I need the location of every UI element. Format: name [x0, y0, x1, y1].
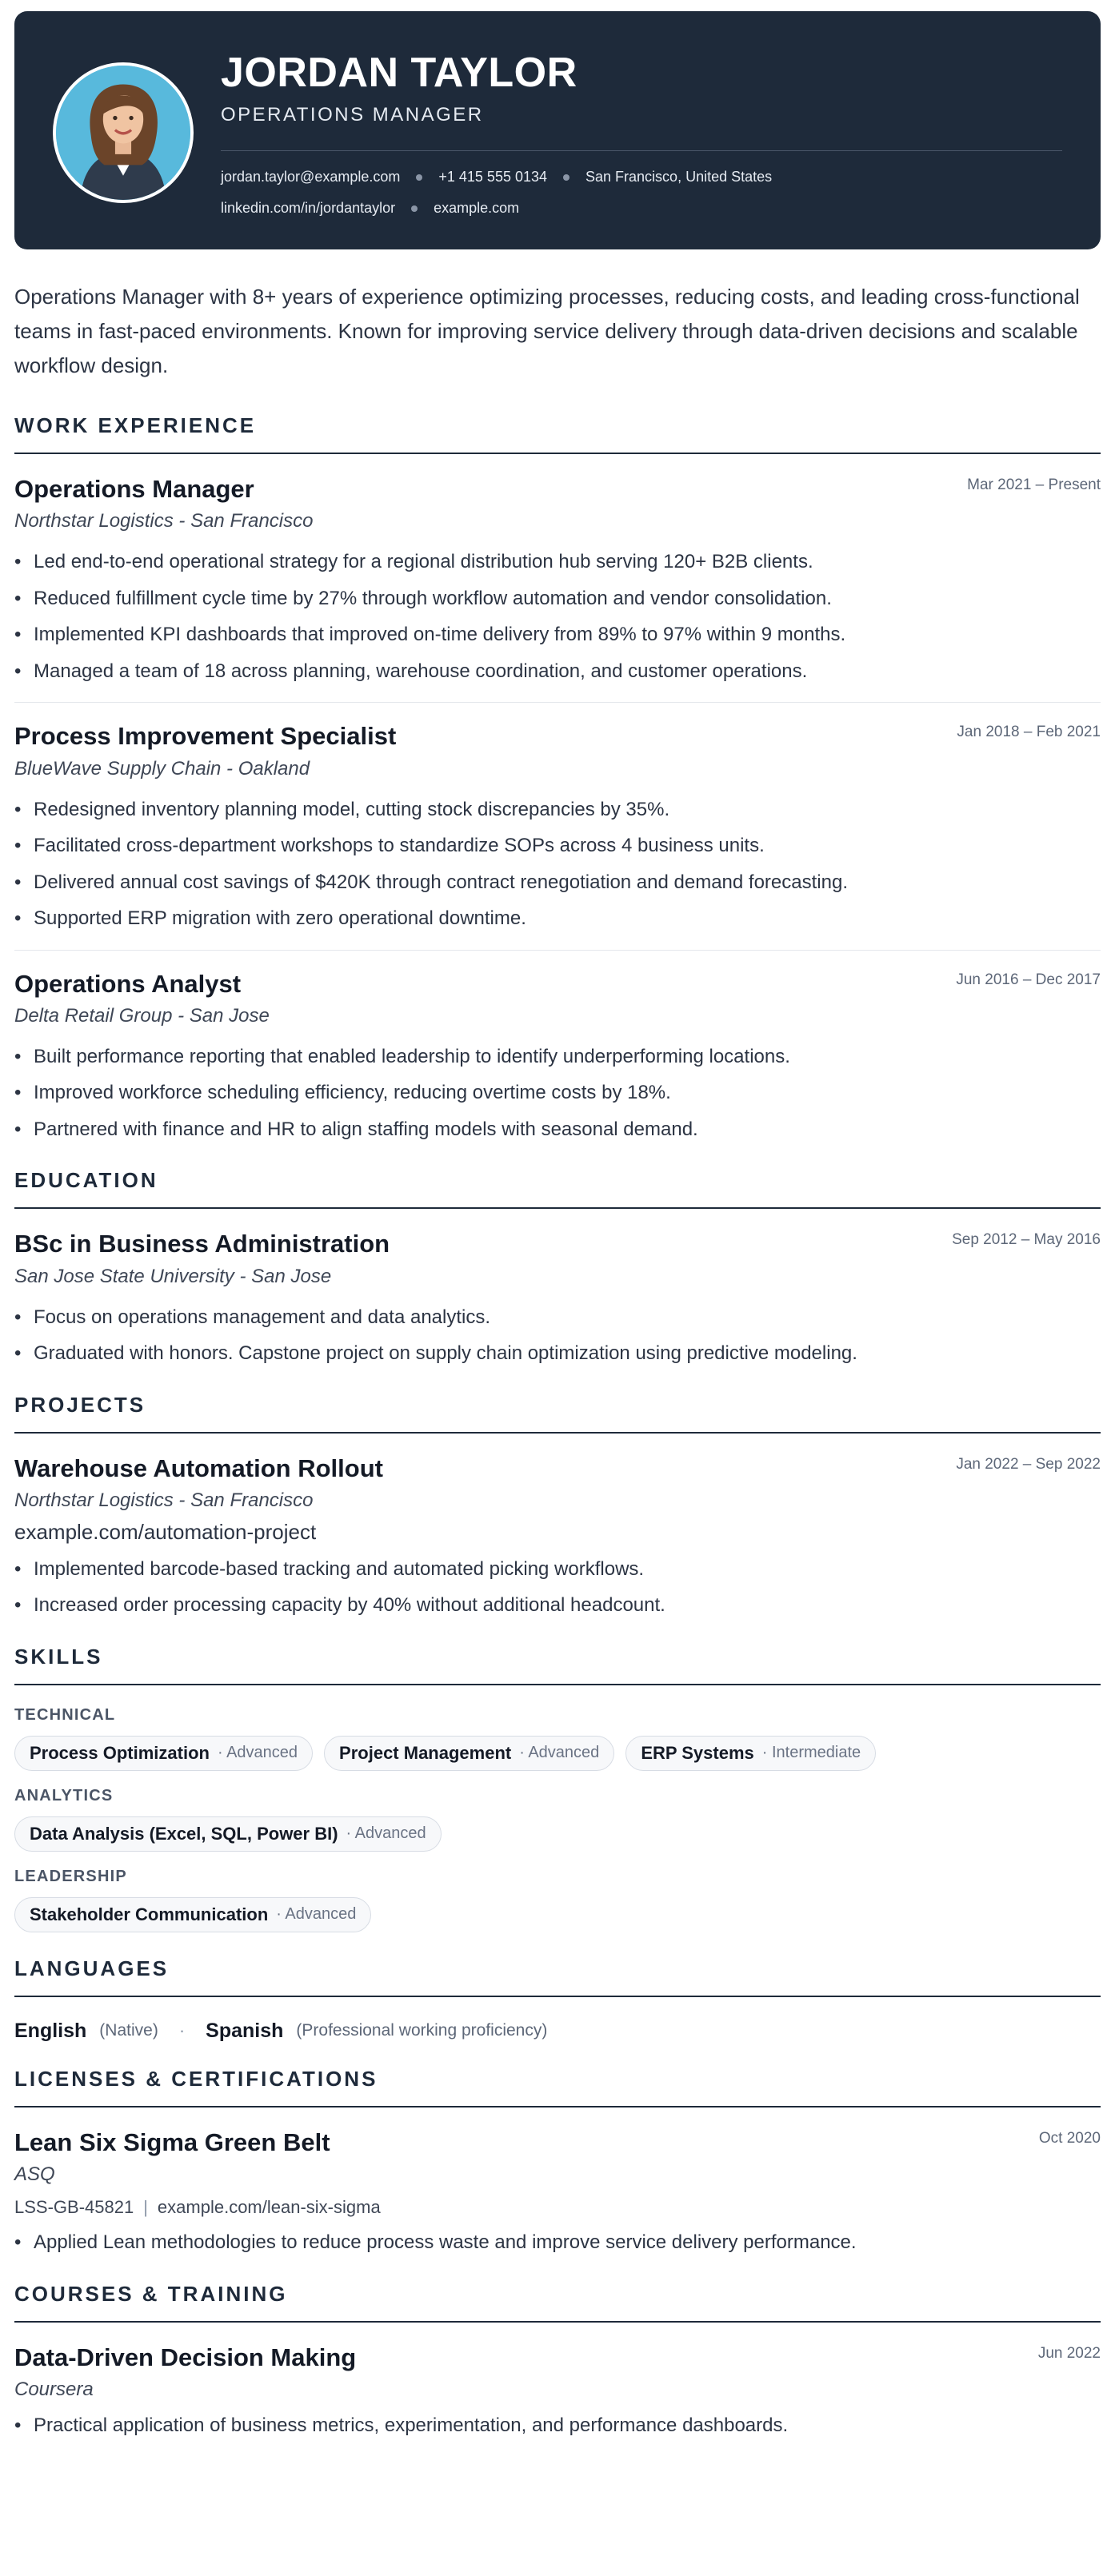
professional-summary: Operations Manager with 8+ years of experience optimizing processes, reducing costs, and leading cross-functional teams in fast-paced environments. Known for improving service delivery through data-driven decisions and scalable workflow design.: [14, 285, 1080, 377]
language-list: [14, 2020, 1101, 2043]
section-title-courses: COURSES & TRAINING: [14, 2282, 1101, 2323]
credential-id: LSS-GB-45821: [14, 2197, 134, 2218]
list-item: • Delivered annual cost savings of $420K through contract renegotiation and demand forecasting.: [14, 864, 1101, 901]
job-title: Operations Manager: [14, 475, 254, 503]
job-title: Process Improvement Specialist: [14, 722, 397, 751]
profile-photo: [53, 62, 194, 203]
separator-dot: [563, 174, 569, 181]
candidate-role: OPERATIONS MANAGER: [221, 104, 484, 126]
job-date: Jun 2016 – Dec 2017: [956, 971, 1101, 988]
section-title-projects: PROJECTS: [14, 1393, 1101, 1434]
project-link[interactable]: example.com/automation-project: [14, 1519, 317, 1544]
skill-name: Project Management: [339, 1742, 512, 1763]
job-bullets: [14, 1039, 1101, 1148]
course-bullets: [14, 2407, 1101, 2444]
certification-issuer: ASQ: [14, 2163, 55, 2186]
language-level: (Professional working proficiency): [296, 2021, 548, 2040]
language-level: (Native): [99, 2021, 158, 2040]
language-name: Spanish: [206, 2019, 284, 2042]
skill-pill: [14, 1897, 371, 1932]
skill-category: TECHNICAL: [14, 1705, 116, 1724]
skill-level: · Advanced: [276, 1905, 357, 1924]
skill-name: ERP Systems: [641, 1742, 754, 1763]
website-link[interactable]: example.com: [434, 200, 520, 217]
education-date: Sep 2012 – May 2016: [952, 1231, 1101, 1249]
list-item: • Managed a team of 18 across planning, warehouse coordination, and customer operations.: [14, 653, 1101, 690]
education-entry: [14, 1228, 1101, 1371]
job-bullets: [14, 544, 1101, 689]
email-link[interactable]: jordan.taylor@example.com: [221, 169, 401, 185]
school-name: San Jose State University - San Jose: [14, 1265, 332, 1287]
certification-title: Lean Six Sigma Green Belt: [14, 2127, 330, 2156]
list-item: • Reduced fulfillment cycle time by 27% through workflow automation and vendor consolidation.: [14, 580, 1101, 617]
project-entry: [14, 1453, 1101, 1624]
entry-divider: [14, 950, 1101, 951]
skill-level: · Advanced: [346, 1824, 426, 1843]
skill-level: · Advanced: [217, 1744, 298, 1762]
education-bullets: [14, 1299, 1101, 1372]
job-company: BlueWave Supply Chain - Oakland: [14, 757, 310, 780]
section-title-certifications: LICENSES & CERTIFICATIONS: [14, 2067, 1101, 2107]
course-entry: [14, 2342, 1101, 2444]
header-divider: [221, 150, 1062, 151]
job-date: Mar 2021 – Present: [967, 477, 1101, 493]
list-item: • Applied Lean methodologies to reduce process waste and improve service delivery performance.: [14, 2224, 1101, 2261]
skill-category: ANALYTICS: [14, 1786, 114, 1804]
skill-name: Stakeholder Communication: [30, 1904, 269, 1924]
section-title-languages: LANGUAGES: [14, 1956, 1101, 1997]
resume-header: [14, 11, 1101, 249]
list-item: • Graduated with honors. Capstone project on supply chain optimization using predictive modeling.: [14, 1335, 1101, 1372]
certification-entry: [14, 2127, 1101, 2261]
skill-category: LEADERSHIP: [14, 1867, 127, 1885]
skill-pill: [625, 1736, 876, 1771]
skill-pills: [14, 1897, 1101, 1932]
contact-line-links: [221, 200, 1062, 217]
job-title: Operations Analyst: [14, 969, 242, 998]
project-title: Warehouse Automation Rollout: [14, 1453, 383, 1482]
list-item: • Implemented KPI dashboards that improved on-time delivery from 89% to 97% within 9 months.: [14, 616, 1101, 653]
certification-bullets: [14, 2224, 1101, 2261]
skill-level: · Intermediate: [761, 1744, 861, 1762]
job-company: Delta Retail Group - San Jose: [14, 1004, 270, 1027]
work-entry: [14, 720, 1101, 936]
work-entry: [14, 968, 1101, 1148]
list-item: • Practical application of business metrics, experimentation, and performance dashboards.: [14, 2407, 1101, 2444]
skill-pill: [324, 1736, 614, 1771]
skill-pill: [14, 1816, 442, 1852]
list-item: • Redesigned inventory planning model, cutting stock discrepancies by 35%.: [14, 792, 1101, 828]
linkedin-link[interactable]: linkedin.com/in/jordantaylor: [221, 200, 396, 217]
certification-meta: [14, 2197, 1101, 2218]
certification-date: Oct 2020: [1038, 2129, 1101, 2147]
separator-dot: [411, 205, 418, 212]
separator-dot: [416, 174, 422, 181]
separator-dot: ·: [178, 2020, 186, 2041]
list-item: • Partnered with finance and HR to align staffing models with seasonal demand.: [14, 1111, 1101, 1148]
avatar-portrait-icon: [56, 66, 190, 200]
project-date: Jan 2022 – Sep 2022: [956, 1455, 1101, 1473]
section-title-skills: SKILLS: [14, 1645, 1101, 1685]
job-date: Jan 2018 – Feb 2021: [957, 724, 1101, 741]
section-title-work: WORK EXPERIENCE: [14, 413, 1101, 454]
skill-pills: [14, 1736, 1101, 1771]
list-item: • Improved workforce scheduling efficiency, reducing overtime costs by 18%.: [14, 1075, 1101, 1111]
candidate-name: JORDAN TAYLOR: [221, 50, 577, 96]
contact-line: [221, 169, 1062, 185]
list-item: • Supported ERP migration with zero operational downtime.: [14, 900, 1101, 937]
project-bullets: [14, 1551, 1101, 1624]
course-title: Data-Driven Decision Making: [14, 2343, 357, 2371]
work-entry: [14, 473, 1101, 689]
list-item: • Implemented barcode-based tracking and automated picking workflows.: [14, 1551, 1101, 1588]
section-title-education: EDUCATION: [14, 1168, 1101, 1209]
list-item: • Increased order processing capacity by 40% without additional headcount.: [14, 1587, 1101, 1624]
list-item: • Built performance reporting that enabled leadership to identify underperforming locations.: [14, 1039, 1101, 1075]
list-item: • Led end-to-end operational strategy for a regional distribution hub serving 120+ B2B clients.: [14, 544, 1101, 580]
course-date: Jun 2022: [1037, 2344, 1101, 2362]
skill-name: Process Optimization: [30, 1742, 210, 1763]
list-item: • Focus on operations management and data analytics.: [14, 1299, 1101, 1336]
skill-name: Data Analysis (Excel, SQL, Power BI): [30, 1823, 338, 1844]
entry-divider: [14, 702, 1101, 703]
skill-pills: [14, 1816, 1101, 1852]
job-company: Northstar Logistics - San Francisco: [14, 510, 314, 532]
certification-link[interactable]: example.com/lean-six-sigma: [157, 2197, 381, 2218]
skill-pill: [14, 1736, 313, 1771]
project-company: Northstar Logistics - San Francisco: [14, 1489, 314, 1511]
separator-bar: |: [143, 2197, 148, 2218]
list-item: • Facilitated cross-department workshops to standardize SOPs across 4 business units.: [14, 827, 1101, 864]
language-name: English: [14, 2019, 87, 2042]
skill-level: · Advanced: [519, 1744, 600, 1762]
degree-title: BSc in Business Administration: [14, 1230, 390, 1258]
course-provider: Coursera: [14, 2379, 94, 2401]
phone-link[interactable]: +1 415 555 0134: [438, 169, 548, 185]
location-text: San Francisco, United States: [585, 169, 773, 185]
job-bullets: [14, 792, 1101, 937]
